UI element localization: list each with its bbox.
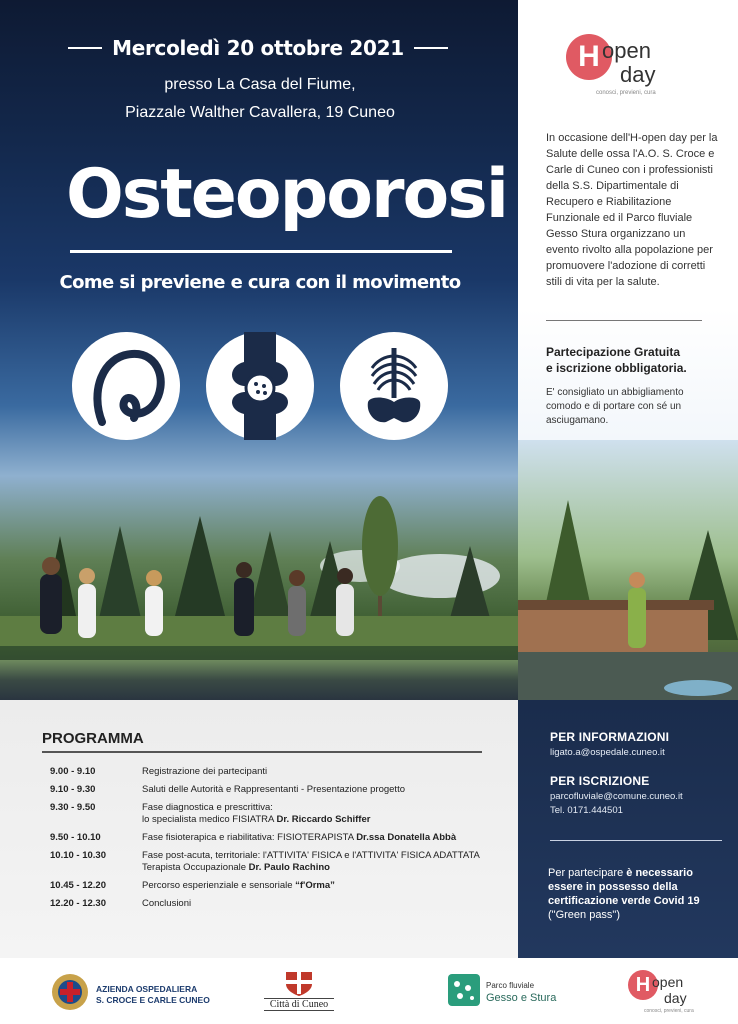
schedule-row (50, 766, 510, 778)
schedule-time: 12.20 - 12.30 (50, 898, 106, 909)
schedule-time: 9.30 - 9.50 (50, 802, 96, 813)
schedule-desc: Fase diagnostica e prescrittiva: lo specialista medico FISIATRA Dr. Riccardo Schiffer (142, 802, 371, 825)
schedule-time: 9.00 - 9.10 (50, 766, 96, 777)
logo-h-mark: H (566, 34, 612, 80)
pink-ribbon-icon (72, 332, 180, 440)
logo-day-text: day (620, 62, 656, 87)
schedule-desc: Registrazione dei partecipanti (142, 766, 268, 777)
hopen-day-footer-logo (628, 968, 708, 1014)
program-section (0, 700, 518, 958)
schedule-time: 9.10 - 9.30 (50, 784, 96, 795)
side-divider (546, 320, 702, 321)
schedule-row (50, 850, 510, 874)
schedule-desc: Conclusioni (142, 898, 192, 909)
hopen-day-logo (566, 32, 696, 102)
info-divider (550, 840, 722, 841)
schedule-row (50, 898, 510, 910)
parco-line-1: Parco fluviale (486, 981, 535, 990)
participation-line-2: e iscrizione obbligatoria. (546, 361, 687, 375)
footer-logo-tagline: conosci, previeni, cura (644, 1008, 694, 1014)
date-rule-left (68, 47, 102, 49)
schedule-time: 10.10 - 10.30 (50, 850, 106, 861)
program-heading: PROGRAMMA (42, 730, 144, 747)
schedule-time: 9.50 - 10.10 (50, 832, 101, 843)
parco-line-2: Gesso e Stura (486, 992, 557, 1004)
spine-pelvis-icon (340, 332, 448, 440)
azienda-ospedaliera-logo (50, 968, 210, 1014)
schedule-time: 10.45 - 12.20 (50, 880, 106, 891)
date-rule-right (414, 47, 448, 49)
intro-paragraph: In occasione dell'H-open day per la Salute delle ossa l'A.O. S. Croce e Carle di Cuneo con i professionisti della S.S. Dipartimentale di Recupero e Riabilitazione Funzionale ed il Parco fluviale Gesso Stura organizzano un evento rivolto alla popolazione per promuovere l'adozione di corretti stili di vita per la salute. (546, 132, 718, 288)
footer-logos (0, 958, 738, 1024)
footer-logo-open: open (652, 974, 684, 990)
registration-heading: PER ISCRIZIONE (550, 774, 650, 788)
park-scenery (0, 496, 518, 676)
speaker-name: Dr. Paulo Rachino (248, 862, 330, 873)
event-date: Mercoledì 20 ottobre 2021 (112, 36, 404, 60)
venue-line-1: presso La Casa del Fiume, (164, 76, 356, 93)
schedule-row (50, 802, 510, 826)
citta-label: Città di Cuneo (264, 998, 334, 1011)
registration-phone[interactable]: Tel. 0171.444501 (550, 805, 623, 816)
event-subtitle: Come si previene e cura con il movimento (59, 272, 461, 293)
title-underline (70, 250, 452, 253)
schedule-row (50, 832, 510, 844)
participation-heading (546, 344, 716, 376)
azienda-line-1: AZIENDA OSPEDALIERA (96, 984, 198, 994)
speaker-name: Dr. Riccardo Schiffer (276, 814, 371, 825)
parco-emblem-icon (448, 974, 480, 1006)
registration-email[interactable]: parcofluviale@comune.cuneo.it (550, 791, 683, 802)
info-panel (518, 700, 738, 958)
azienda-line-2: S. CROCE E CARLE CUNEO (96, 995, 210, 1005)
schedule-row (50, 784, 510, 796)
schedule-desc: Fase fisioterapica e riabilitativa: FISIOTERAPISTA Dr.ssa Donatella Abbà (142, 832, 457, 843)
experience-name: “f'Orma” (295, 880, 335, 891)
schedule-desc: Fase post-acuta, territoriale: l'ATTIVITA' FISICA e l'ATTIVITA' FISICA ADATTATA Terapista Occupazionale Dr. Paulo Rachino (142, 850, 480, 873)
logo-tagline: conosci, previeni, cura (596, 90, 656, 96)
footer-logo-h: H (628, 970, 658, 1000)
info-email[interactable]: ligato.a@ospedale.cuneo.it (550, 747, 665, 758)
event-title: Osteoporosi (66, 155, 508, 234)
logo-open-text: open (602, 38, 651, 63)
parco-fluviale-logo (448, 968, 568, 1014)
schedule-desc: Saluti delle Autorità e Rappresentanti - Presentazione progetto (142, 784, 405, 795)
info-heading: PER INFORMAZIONI (550, 730, 670, 744)
bone-joint-icon (206, 332, 314, 440)
event-date-row (68, 36, 448, 60)
hero-banner (0, 0, 518, 700)
citta-di-cuneo-logo (264, 968, 334, 1014)
venue-line-2: Piazzale Walther Cavallera, 19 Cuneo (125, 104, 395, 121)
schedule-desc: Percorso esperienziale e sensoriale “f'Orma” (142, 880, 335, 891)
schedule-list (50, 766, 510, 916)
participation-line-1: Partecipazione Gratuita (546, 345, 681, 359)
water-reflection (0, 660, 518, 700)
clothing-advice: E' consigliato un abbigliamento comodo e di portare con sé un asciugamano. (546, 387, 684, 426)
city-crest-icon (284, 968, 314, 996)
schedule-row (50, 880, 510, 892)
footer-logo-day: day (664, 990, 687, 1006)
hospital-emblem-icon (50, 972, 90, 1012)
speaker-name: Dr.ssa Donatella Abbà (356, 832, 457, 843)
hero-extension (518, 440, 738, 700)
green-pass-notice: Per partecipare è necessario essere in possesso della certificazione verde Covid 19 ("Green pass") (548, 867, 700, 921)
program-rule (42, 751, 482, 753)
